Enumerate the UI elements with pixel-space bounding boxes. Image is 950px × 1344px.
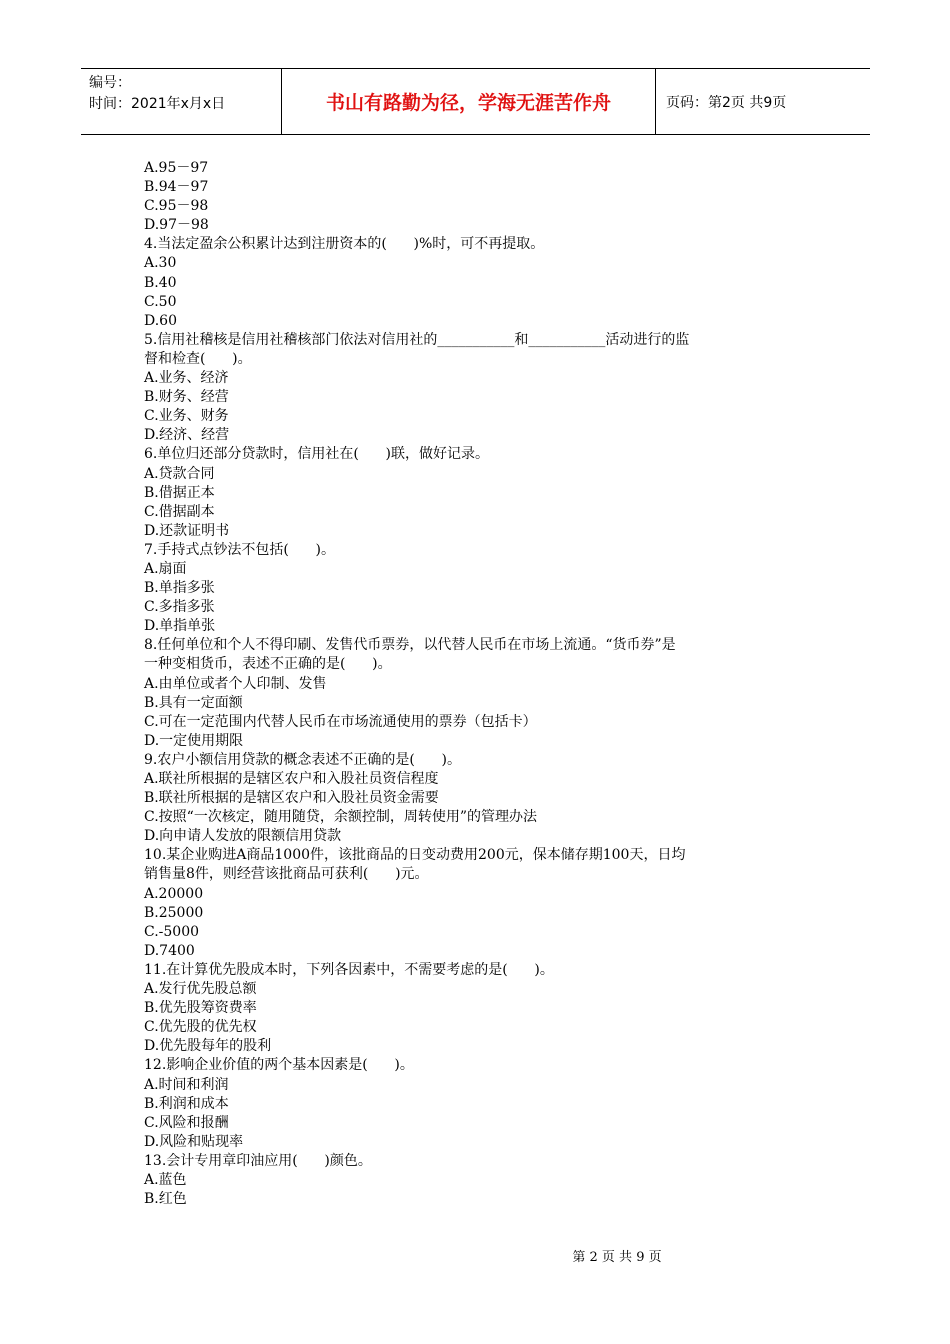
answer-option: D.7400 [144, 942, 195, 959]
answer-option: B.借据正本 [144, 484, 215, 501]
answer-option: D.优先股每年的股利 [144, 1038, 272, 1055]
answer-option: C.-5000 [144, 923, 200, 940]
answer-option: B.具有一定面额 [144, 694, 243, 711]
header-motto: 书山有路勤为径，学海无涯苦作舟 [282, 69, 656, 134]
answer-option: D.向申请人发放的限额信用贷款 [144, 828, 342, 845]
answer-option: A.由单位或者个人印制、发售 [144, 675, 327, 692]
answer-option: A.95－97 [144, 160, 209, 176]
header-meta [81, 69, 282, 134]
header-number-label: 编号： [89, 75, 131, 91]
answer-option: A.联社所根据的是辖区农户和入股社员资信程度 [144, 771, 439, 787]
question-text: 11.在计算优先股成本时，下列各因素中，不需要考虑的是( )。 [144, 961, 554, 978]
answer-option: A.20000 [144, 885, 204, 902]
document-body [144, 159, 814, 1209]
answer-option: B.25000 [144, 904, 204, 921]
answer-option: D.97－98 [144, 217, 209, 234]
answer-option: D.经济、经营 [144, 427, 230, 444]
question-text-continued: 销售量8件，则经营该批商品可获利( )元。 [144, 866, 429, 883]
answer-option: A.贷款合同 [144, 465, 215, 482]
answer-option: A.蓝色 [144, 1171, 187, 1188]
page-footer [0, 1246, 950, 1265]
answer-option: C.多指多张 [144, 599, 215, 616]
answer-option: C.95－98 [144, 198, 209, 215]
answer-option: B.联社所根据的是辖区农户和入股社员资金需要 [144, 790, 439, 807]
answer-option: B.红色 [144, 1191, 187, 1208]
question-text: 8.任何单位和个人不得印刷、发售代币票券，以代替人民币在市场上流通。“货币券”是 [144, 637, 676, 654]
answer-option: C.可在一定范围内代替人民币在市场流通使用的票券（包括卡） [144, 713, 537, 730]
answer-option: A.发行优先股总额 [144, 981, 257, 998]
question-text-continued: 督和检查( )。 [144, 350, 252, 367]
answer-option: A.扇面 [144, 560, 187, 577]
page-header [81, 68, 870, 135]
answer-option: D.60 [144, 312, 177, 329]
footer-page-number: 第 2 页 共 9 页 [572, 1250, 662, 1265]
header-date: 时间：2021年x月x日 [89, 96, 226, 112]
question-text: 4.当法定盈余公积累计达到注册资本的( )%时，可不再提取。 [144, 236, 545, 253]
answer-option: C.借据副本 [144, 503, 215, 520]
answer-option: A.30 [144, 255, 177, 272]
answer-option: C.按照“一次核定，随用随贷，余额控制，周转使用”的管理办法 [144, 809, 537, 826]
answer-option: D.一定使用期限 [144, 732, 244, 749]
question-text: 12.影响企业价值的两个基本因素是( )。 [144, 1057, 414, 1074]
answer-option: D.还款证明书 [144, 522, 230, 539]
answer-option: B.40 [144, 274, 177, 291]
question-text: 13.会计专用章印油应用( )颜色。 [144, 1152, 372, 1169]
answer-option: D.单指单张 [144, 618, 216, 635]
header-page-info: 页码：第2页 共9页 [666, 94, 787, 111]
answer-option: B.单指多张 [144, 580, 215, 597]
question-text-continued: 一种变相货币，表述不正确的是( )。 [144, 656, 392, 673]
question-text: 7.手持式点钞法不包括( )。 [144, 541, 335, 558]
answer-option: D.风险和贴现率 [144, 1133, 244, 1150]
answer-option: C.风险和报酬 [144, 1114, 229, 1131]
answer-option: C.优先股的优先权 [144, 1019, 257, 1036]
answer-option: A.业务、经济 [144, 370, 229, 387]
question-text: 9.农户小额信用贷款的概念表述不正确的是( )。 [144, 751, 461, 768]
question-text: 6.单位归还部分贷款时，信用社在( )联，做好记录。 [144, 446, 489, 463]
answer-option: C.业务、财务 [144, 408, 229, 425]
answer-option: B.优先股筹资费率 [144, 1000, 257, 1017]
question-text: 10.某企业购进A商品1000件，该批商品的日变动费用200元，保本储存期100天，日均 [144, 847, 686, 864]
answer-option: B.财务、经营 [144, 389, 229, 406]
answer-option: B.94－97 [144, 179, 209, 196]
answer-option: B.利润和成本 [144, 1095, 229, 1112]
answer-option: C.50 [144, 293, 177, 310]
question-text: 5.信用社稽核是信用社稽核部门依法对信用社的___________和___________活动进行的监 [144, 331, 690, 348]
answer-option: A.时间和利润 [144, 1076, 229, 1093]
